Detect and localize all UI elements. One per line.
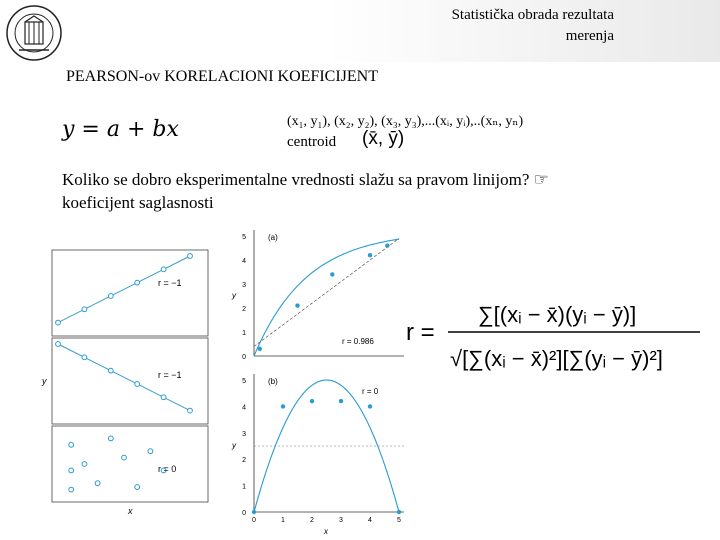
left-x-axis-label: x xyxy=(128,506,133,516)
y-tick-label: 0 xyxy=(242,354,246,361)
data-point xyxy=(368,404,372,408)
data-point xyxy=(295,303,299,307)
panel-a-tag: (a) xyxy=(268,233,278,242)
data-point xyxy=(108,294,113,299)
data-point xyxy=(82,355,87,360)
y-tick-label: 5 xyxy=(242,378,246,385)
panel1-frame xyxy=(52,250,208,336)
data-point xyxy=(108,368,113,373)
linear-model-formula: y = a + bx xyxy=(62,117,179,142)
header-title xyxy=(354,5,614,47)
data-point xyxy=(135,382,140,387)
r-symbol: r = xyxy=(406,319,435,346)
panel-b-y-label: y xyxy=(232,441,236,450)
y-tick-label: 3 xyxy=(242,430,246,438)
data-point xyxy=(56,342,61,347)
y-tick-label: 2 xyxy=(242,306,246,313)
correlation-examples-figure xyxy=(30,246,210,518)
x-tick-label: 4 xyxy=(368,517,372,524)
data-point xyxy=(330,272,334,276)
panel3-frame xyxy=(52,426,208,502)
data-point xyxy=(310,399,314,403)
data-point xyxy=(135,485,140,490)
x-tick-label: 3 xyxy=(339,517,343,524)
panel-a-y-label: y xyxy=(232,291,236,300)
data-point xyxy=(161,267,166,272)
data-point xyxy=(188,254,193,259)
y-tick-label: 1 xyxy=(242,330,246,337)
centroid-label: centroid xyxy=(287,134,337,150)
panel-b-x-label: x xyxy=(324,527,328,536)
data-point xyxy=(385,243,389,247)
left-y-axis-label: y xyxy=(42,376,47,386)
question-label: Koliko se dobro eksperimentalne vrednosti slažu sa pravom linijom? xyxy=(62,170,534,189)
data-point xyxy=(95,481,100,486)
data-point xyxy=(69,442,74,447)
x-tick-label: 5 xyxy=(397,517,401,524)
university-logo-icon xyxy=(5,4,63,62)
centroid-expression: (x̄, ȳ) xyxy=(362,128,405,149)
data-point xyxy=(188,408,193,413)
data-point xyxy=(161,395,166,400)
pearson-r-formula xyxy=(400,280,710,390)
data-point xyxy=(56,320,61,325)
data-point xyxy=(397,510,401,514)
formula-numerator: ∑[(xᵢ − x̄)(yᵢ − ȳ)] xyxy=(478,302,637,327)
data-point xyxy=(108,436,113,441)
regression-line xyxy=(254,238,399,346)
agreement-coefficient-label: koeficijent saglasnosti xyxy=(62,193,214,212)
panel2-r-label: r = −1 xyxy=(158,370,182,380)
question-text xyxy=(62,170,549,190)
data-points-notation: (x₁, y₁), (x₂, y₂), (x₃, y₃),...(xᵢ, yᵢ),..(xₙ, yₙ) xyxy=(287,114,524,129)
data-point xyxy=(135,280,140,285)
data-point xyxy=(82,307,87,312)
pointing-hand-icon: ☞ xyxy=(533,170,549,189)
panel3-r-label: r = 0 xyxy=(158,464,177,474)
y-tick-label: 4 xyxy=(242,404,246,412)
data-point xyxy=(69,468,74,473)
header-title-line2: merenja xyxy=(565,28,614,44)
nonlinear-correlation-figure xyxy=(224,216,410,538)
x-tick-label: 1 xyxy=(281,517,285,524)
panel1-r-label: r = −1 xyxy=(158,278,182,288)
y-tick-label: 3 xyxy=(242,282,246,289)
y-tick-label: 4 xyxy=(242,258,246,265)
data-point xyxy=(122,455,127,460)
data-point xyxy=(368,253,372,257)
y-tick-label: 1 xyxy=(242,483,246,491)
panel2-frame xyxy=(52,338,208,424)
data-point xyxy=(339,399,343,403)
panel-b-plot xyxy=(252,380,401,514)
panel-b xyxy=(231,374,404,536)
header-title-line1: Statistička obrada rezultata xyxy=(451,7,614,23)
trend-curve xyxy=(254,239,399,356)
y-tick-label: 2 xyxy=(242,457,246,465)
formula-denominator: √[∑(xᵢ − x̄)²][∑(yᵢ − ȳ)²] xyxy=(450,346,663,371)
x-tick-label: 0 xyxy=(252,517,256,524)
data-point xyxy=(82,462,87,467)
data-point xyxy=(69,487,74,492)
data-point xyxy=(281,404,285,408)
data-point xyxy=(258,347,262,351)
panel-a-r-label: r = 0.986 xyxy=(342,337,374,346)
slide-title: PEARSON-ov KORELACIONI KOEFICIJENT xyxy=(66,68,378,85)
panel-b-tag: (b) xyxy=(268,377,278,386)
panel-a-plot xyxy=(254,238,399,356)
y-tick-label: 0 xyxy=(242,510,246,517)
x-tick-label: 2 xyxy=(310,517,314,524)
data-point xyxy=(148,449,153,454)
panel-a xyxy=(231,230,404,361)
y-tick-label: 5 xyxy=(242,234,246,241)
data-point xyxy=(252,510,256,514)
panel-b-r-label: r = 0 xyxy=(362,387,379,396)
